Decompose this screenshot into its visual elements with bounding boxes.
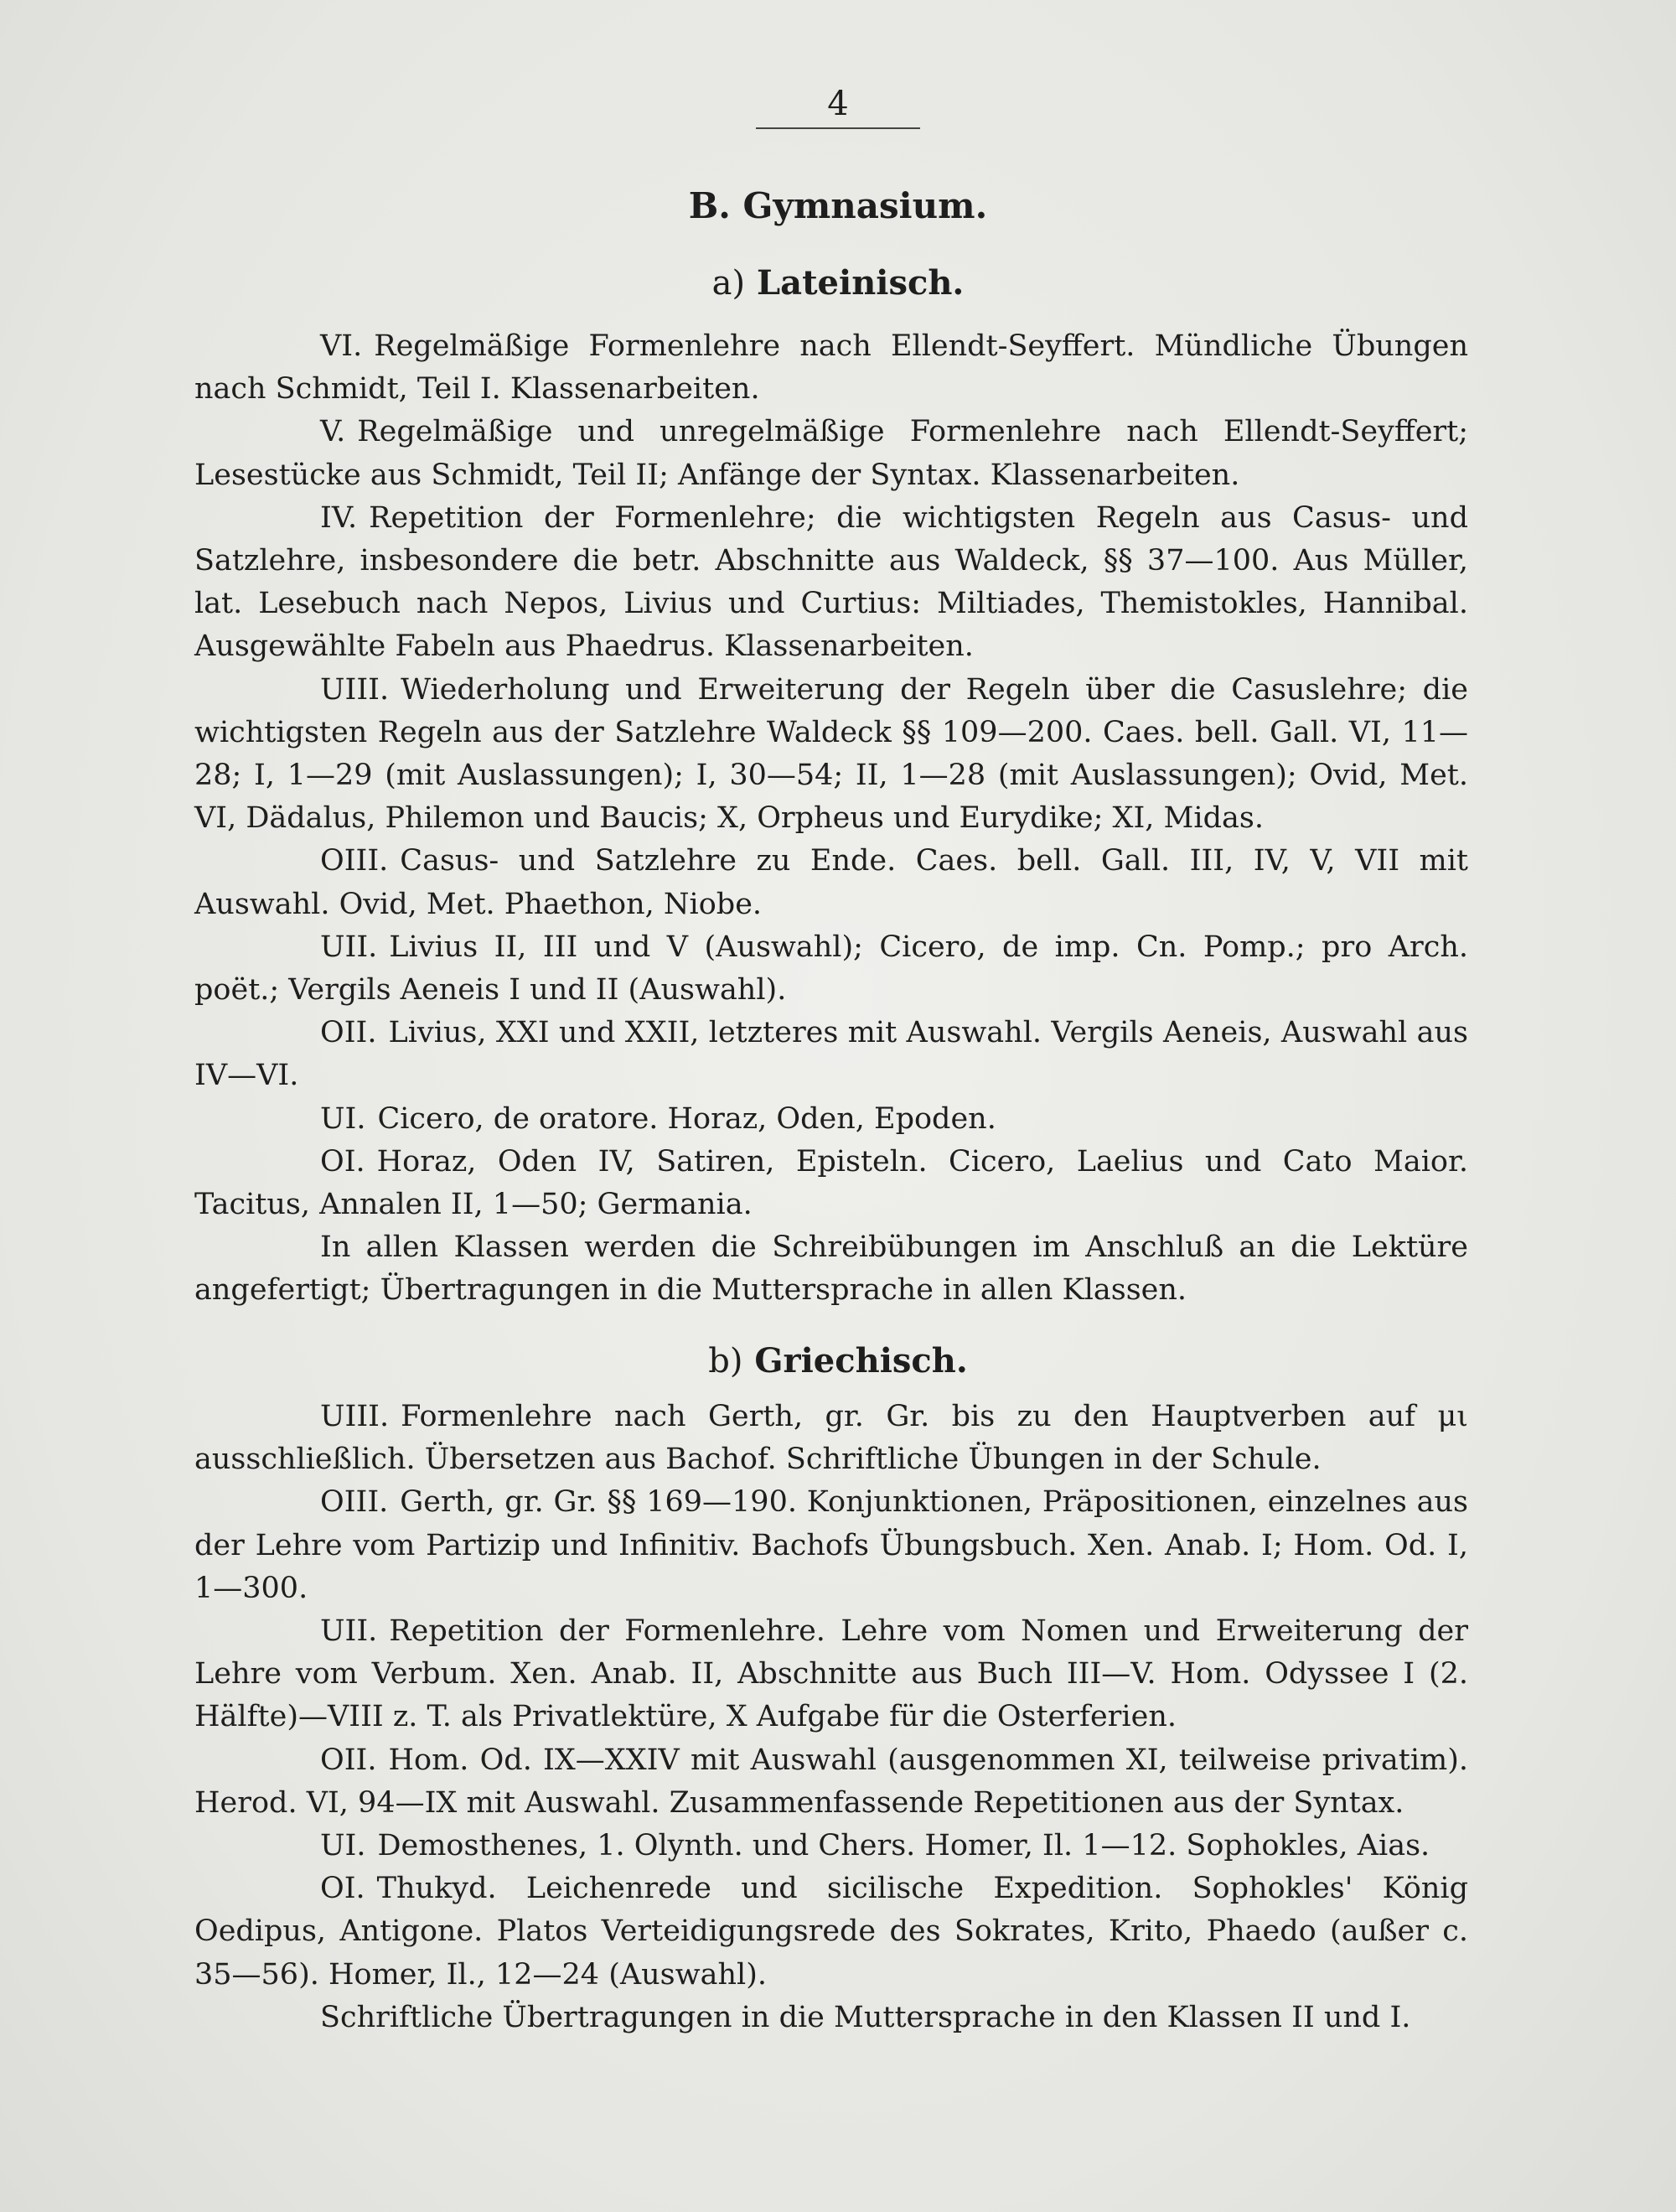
grade-label: UI. — [320, 1829, 366, 1863]
entry-text: Thukyd. Leichenrede und sicilische Expedition. Sophokles' König Oedipus, Antigone. Platos Verteidigungsrede des Sokrates, Krito, Phaedo (außer c. 35—56). Homer, Il., 12—24 (Auswahl). — [194, 1872, 1468, 1992]
grade-label: OIII. — [320, 844, 389, 878]
greek-entry-ui — [194, 1825, 1468, 1868]
latin-entry-oi — [194, 1141, 1468, 1226]
grade-label: V. — [320, 415, 346, 449]
greek-entry-oii — [194, 1739, 1468, 1825]
entry-text: Gerth, gr. Gr. §§ 169—190. Konjunktionen, Präpositionen, einzelnes aus der Lehre vom Partizip und Infinitiv. Bachofs Übungsbuch. Xen. Anab. I; Hom. Od. I, 1—300. — [194, 1485, 1468, 1605]
entry-text: Wiederholung und Erweiterung der Regeln über die Casuslehre; die wichtigsten Regeln aus der Satzlehre Waldeck §§ 109—200. Caes. bell. Gall. VI, 11—28; I, 1—29 (mit Auslassungen); I, 30—54; II, 1—28 (mit Auslassungen); Ovid, Met. VI, Dädalus, Philemon und Baucis; X, Orpheus und Eurydike; XI, Midas. — [194, 672, 1468, 836]
grade-label: IV. — [320, 500, 358, 535]
page-number-rule — [756, 127, 920, 129]
entry-text: Horaz, Oden IV, Satiren, Episteln. Cicero, Laelius und Cato Maior. Tacitus, Annalen II, 1—50; Germania. — [194, 1144, 1468, 1222]
entry-text: Casus- und Satzlehre zu Ende. Caes. bell. Gall. III, IV, V, VII mit Auswahl. Ovid, Met. Phaethon, Niobe. — [194, 844, 1468, 921]
latin-curriculum — [194, 325, 1468, 1313]
grade-label: UI. — [320, 1101, 366, 1136]
latin-entry-uii — [194, 926, 1468, 1012]
latin-entry-uiii — [194, 669, 1468, 841]
entry-text: Livius II, III und V (Auswahl); Cicero, de imp. Cn. Pomp.; pro Arch. poët.; Vergils Aeneis I und II (Auswahl). — [194, 930, 1468, 1008]
latin-entry-vi — [194, 325, 1468, 411]
entry-text: Cicero, de oratore. Horaz, Oden, Epoden. — [377, 1101, 996, 1136]
grade-label: OIII. — [320, 1485, 389, 1520]
entry-text: Formenlehre nach Gerth, gr. Gr. bis zu den Hauptverben auf μι ausschließlich. Übersetzen aus Bachof. Schriftliche Übungen in der Schule. — [194, 1400, 1468, 1477]
grade-label: VI. — [320, 329, 363, 363]
entry-text: Hom. Od. IX—XXIV mit Auswahl (ausgenommen XI, teilweise privatim). Herod. VI, 94—IX mit Auswahl. Zusammenfassende Repetitionen aus der Syntax. — [194, 1743, 1468, 1820]
greek-entry-oi — [194, 1868, 1468, 1997]
entry-text: Regelmäßige Formenlehre nach Ellendt-Seyffert. Mündliche Übungen nach Schmidt, Teil I. Klassenarbeiten. — [194, 329, 1468, 407]
latin-entry-oii — [194, 1012, 1468, 1097]
section-title: B. Gymnasium. — [688, 185, 988, 226]
greek-heading-label: b) — [708, 1342, 743, 1381]
latin-entry-iv — [194, 497, 1468, 669]
entry-text: Repetition der Formenlehre. Lehre vom Nomen und Erweiterung der Lehre vom Verbum. Xen. Anab. II, Abschnitte aus Buch III—V. Hom. Odyssee I (2. Hälfte)—VIII z. T. als Privatlektüre, X Aufgabe für die Osterferien. — [194, 1614, 1468, 1734]
greek-entry-uii — [194, 1610, 1468, 1739]
entry-text: Regelmäßige und unregelmäßige Formenlehre nach Ellendt-Seyffert; Lesestücke aus Schmidt, Teil II; Anfänge der Syntax. Klassenarbeiten. — [194, 415, 1468, 492]
grade-label: UIII. — [320, 1400, 390, 1433]
entry-text: Repetition der Formenlehre; die wichtigsten Regeln aus Casus- und Satzlehre, insbesondere die betr. Abschnitte aus Waldeck, §§ 37—100. Aus Müller, lat. Lesebuch nach Nepos, Livius und Curtius: Miltiades, Themistokles, Hannibal. Ausgewählte Fabeln aus Phaedrus. Klassenarbeiten. — [194, 500, 1468, 664]
entry-text: Livius, XXI und XXII, letzteres mit Auswahl. Vergils Aeneis, Auswahl aus IV—VI. — [194, 1016, 1468, 1093]
latin-heading-title: Lateinisch. — [757, 263, 965, 303]
grade-label: OII. — [320, 1016, 377, 1050]
grade-label: OII. — [320, 1743, 377, 1777]
greek-entry-uiii — [194, 1396, 1468, 1481]
latin-entry-ui — [194, 1098, 1468, 1141]
greek-curriculum — [194, 1396, 1468, 2039]
entry-text: In allen Klassen werden die Schreibübungen im Anschluß an die Lektüre angefertigt; Übertragungen in die Muttersprache in allen Klassen. — [194, 1230, 1468, 1308]
latin-entry-v — [194, 411, 1468, 496]
entry-text: Demosthenes, 1. Olynth. und Chers. Homer, Il. 1—12. Sophokles, Aias. — [377, 1829, 1430, 1863]
greek-general-note — [194, 1997, 1468, 2039]
greek-heading-title: Griechisch. — [754, 1341, 968, 1381]
latin-heading — [0, 262, 1676, 305]
grade-label: OI. — [320, 1144, 365, 1179]
grade-label: UII. — [320, 930, 378, 964]
greek-heading — [0, 1339, 1676, 1383]
page-number: 4 — [827, 85, 849, 123]
latin-entry-oiii — [194, 840, 1468, 925]
entry-text: Schriftliche Übertragungen in die Muttersprache in den Klassen II und I. — [320, 2000, 1411, 2034]
grade-label: UIII. — [320, 672, 390, 707]
grade-label: OI. — [320, 1872, 365, 1906]
latin-general-note — [194, 1226, 1468, 1312]
greek-entry-oiii — [194, 1481, 1468, 1610]
latin-heading-label: a) — [711, 264, 746, 303]
grade-label: UII. — [320, 1614, 378, 1649]
